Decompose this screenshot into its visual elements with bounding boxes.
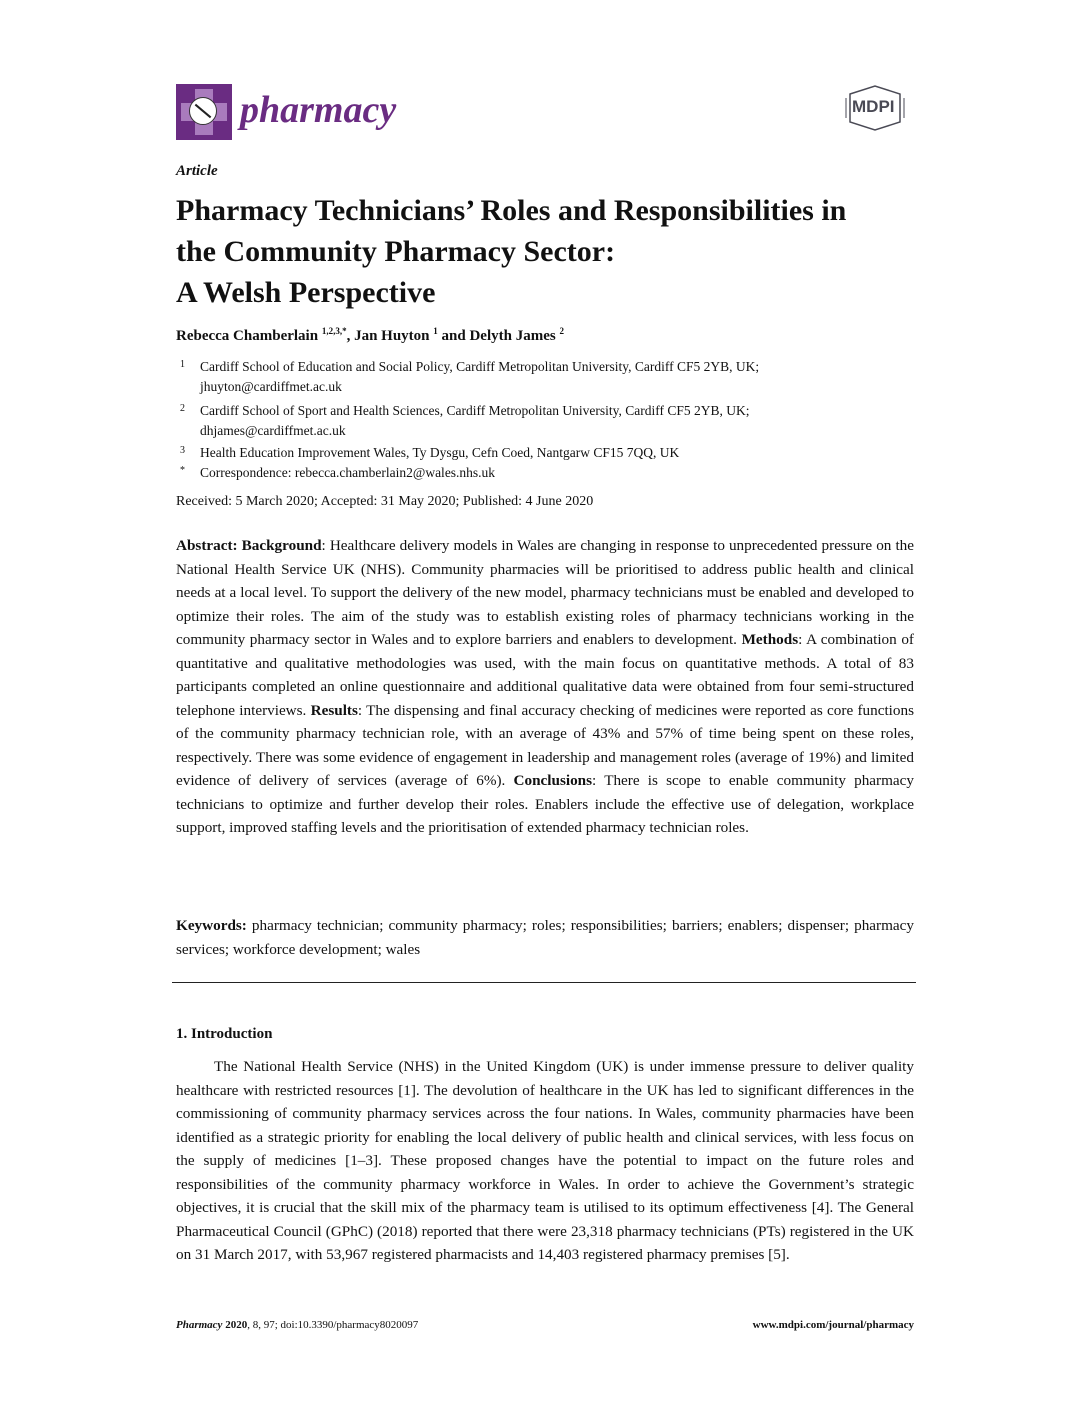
affiliation — [180, 401, 920, 441]
affiliation-mark: 3 — [180, 445, 185, 456]
title-line: A Welsh Perspective — [176, 276, 436, 309]
journal-logo-icon — [176, 84, 232, 140]
affiliation-email[interactable]: dhjames@cardiffmet.ac.uk — [200, 423, 346, 438]
publisher-logo-text: MDPI — [852, 97, 895, 116]
affiliation-mark: * — [180, 465, 185, 476]
abstract-background-text: : Healthcare delivery models in Wales are changing in response to unprecedented pressure on the National Health Service UK (NHS). Community pharmacies will be prioritised to address public health and clinical needs at a local level. To support the delivery of the new model, pharmacy technicians must be enabled and developed to optimize their roles. The aim of the study was to establish existing roles of pharmacy technicians working in the community pharmacy sector in Wales and to explore barriers and enablers to development. — [176, 537, 914, 648]
abstract-methods-text: : A combination of quantitative and qualitative methodologies was used, with the main focus on quantitative methods. A total of 83 participants completed an online questionnaire and additional qualitative data were obtained from four semi-structured telephone interviews. — [176, 631, 914, 719]
author-list — [176, 326, 564, 345]
correspondence — [180, 463, 920, 483]
introduction-paragraph: The National Health Service (NHS) in the United Kingdom (UK) is under immense pressure to deliver quality healthcare with restricted resources [1]. The devolution of healthcare in the UK has led to significant differences in the commissioning of community pharmacy services across the four nations. In Wales, community pharmacies have been identified as a strategic priority for enabling the local delivery of public health and clinical services, with less focus on the supply of medicines [1–3]. These proposed changes have the potential to impact on the future roles and responsibilities of the community pharmacy workforce in Wales. In order to achieve the Government’s strategic objectives, it is crucial that the skill mix of the pharmacy team is utilised to its optimum effectiveness [4]. The General Pharmaceutical Council (GPhC) (2018) reported that there were 23,318 pharmacy technicians (PTs) registered in the UK on 31 March 2017, with 53,967 registered pharmacists and 14,403 registered pharmacy premises [5]. — [176, 1058, 914, 1263]
article-title — [176, 190, 936, 313]
affiliation — [180, 357, 920, 397]
article-type: Article — [176, 163, 218, 179]
affiliation-text: Health Education Improvement Wales, Ty Dysgu, Cefn Coed, Nantgarw CF15 7QQ, UK — [200, 445, 680, 460]
abstract-label: Abstract: — [176, 537, 238, 554]
footer-url[interactable]: www.mdpi.com/journal/pharmacy — [752, 1319, 914, 1331]
abstract-background-label: Background — [241, 537, 322, 554]
author-separator: and — [437, 328, 470, 344]
footer-year: 2020 — [225, 1319, 248, 1331]
author-name[interactable]: Jan Huyton — [354, 328, 430, 344]
affiliation-text: Cardiff School of Sport and Health Sciences, Cardiff Metropolitan University, Cardiff CF5 2YB, UK; — [200, 403, 750, 418]
title-line: the Community Pharmacy Sector: — [176, 235, 616, 268]
affiliation-mark: 2 — [180, 403, 185, 414]
author-affiliation-mark: 1,2,3,* — [321, 326, 347, 336]
keywords-text: pharmacy technician; community pharmacy; roles; responsibilities; barriers; enablers; dispenser; pharmacy services; workforce development; wales — [176, 917, 914, 958]
affiliation-email[interactable]: jhuyton@cardiffmet.ac.uk — [200, 379, 342, 394]
abstract-conclusions-label: Conclusions — [513, 772, 593, 789]
section-divider — [172, 982, 916, 983]
affiliation-mark: 1 — [180, 359, 185, 370]
abstract-conclusions-text: : There is scope to enable community pharmacy technicians to optimize and further develop their roles. Enablers include the effective use of delegation, workplace support, improved staffing levels and the prioritisation of extended pharmacy technician roles. — [176, 772, 914, 836]
keywords-label: Keywords: — [176, 917, 247, 934]
abstract-methods-label: Methods — [741, 631, 799, 648]
publication-dates: Received: 5 March 2020; Accepted: 31 May 2020; Published: 4 June 2020 — [176, 494, 594, 509]
abstract-results-text: : The dispensing and final accuracy checking of medicines were reported as core functions of the community pharmacy technician role, with an average of 43% and 57% of time being spent on these roles, respectively. There was some evidence of engagement in leadership and management roles (average of 19%) and limited evidence of delivery of services (average of 6%). — [176, 701, 914, 789]
section-heading: 1. Introduction — [176, 1026, 273, 1042]
author-name[interactable]: Rebecca Chamberlain — [176, 328, 319, 344]
author-affiliation-mark: 2 — [559, 326, 564, 336]
footer-doi[interactable]: , 8, 97; doi:10.3390/pharmacy8020097 — [247, 1319, 419, 1331]
abstract — [176, 534, 914, 840]
footer-journal: Pharmacy — [176, 1319, 223, 1331]
keywords — [176, 914, 914, 961]
title-line: Pharmacy Technicians’ Roles and Responsibilities in — [176, 194, 847, 227]
affiliation-text: Cardiff School of Education and Social Policy, Cardiff Metropolitan University, Cardiff CF5 2YB, UK; — [200, 359, 760, 374]
journal-name: pharmacy — [240, 89, 397, 131]
footer-citation — [176, 1319, 418, 1331]
correspondence-text[interactable]: Correspondence: rebecca.chamberlain2@wales.nhs.uk — [200, 465, 496, 480]
abstract-results-label: Results — [310, 701, 358, 719]
author-separator: , — [346, 328, 355, 344]
affiliation — [180, 443, 920, 463]
author-name[interactable]: Delyth James — [469, 328, 556, 344]
author-affiliation-mark: 1 — [433, 326, 438, 336]
